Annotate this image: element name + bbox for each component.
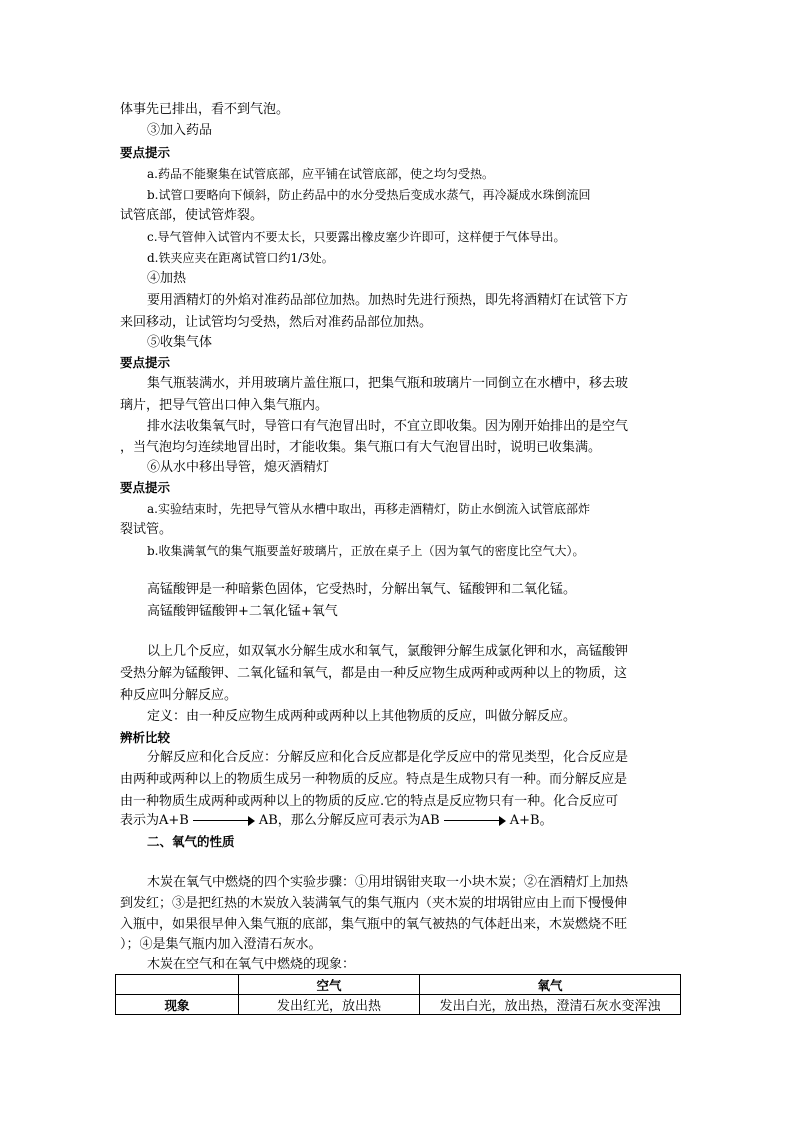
step-heading: ⑥从水中移出导管，熄灭酒精灯 (147, 460, 330, 475)
comparison-table (115, 974, 681, 1015)
paragraph-line: 受热分解为锰酸钾、二氧化锰和氧气，都是由一种反应物生成两种或两种以上的物质，这 (120, 666, 628, 681)
paragraph-line: 木炭在氧气中燃烧的四个实验步骤：①用坩锅钳夹取一小块木炭；②在酒精灯上加热 (147, 875, 629, 890)
paragraph-line: 分解反应和化合反应：分解反应和化合反应都是化学反应中的常见类型，化合反应是 (147, 750, 629, 765)
formula-line (120, 810, 685, 832)
paragraph-line: 排水法收集氧气时，导管口有气泡冒出时，不宜立即收集。因为刚开始排出的是空气 (147, 419, 629, 434)
table-header-cell (116, 975, 239, 995)
list-item: d.铁夹应夹在距离试管口约1/3处。 (147, 251, 334, 265)
paragraph-line: 裂试管。 (120, 522, 173, 537)
equation-line: 高锰酸钾锰酸钾+二氧化锰+氧气 (147, 604, 338, 619)
definition-line: 定义：由一种反应物生成两种或两种以上其他物质的反应，叫做分解反应。 (147, 709, 577, 724)
section-label: 要点提示 (120, 480, 171, 495)
list-item: b.试管口要略向下倾斜，防止药品中的水分受热后变成水蒸气，再冷凝成水珠倒流回 (147, 188, 591, 202)
paragraph-line: 要用酒精灯的外焰对准药品部位加热。加热时先进行预热，即先将酒精灯在试管下方 (147, 293, 629, 308)
section-heading: 二、氧气的性质 (147, 834, 235, 849)
paragraph-line: 由两种或两种以上的物质生成另一种物质的反应。特点是生成物只有一种。而分解反应是 (120, 772, 628, 787)
list-item: a.药品不能聚集在试管底部，应平铺在试管底部，使之均匀受热。 (147, 167, 494, 181)
paragraph-line: 璃片，把导气管出口伸入集气瓶内。 (120, 398, 329, 413)
formula-middle: AB，那么分解反应可表示为AB (258, 813, 440, 828)
paragraph-line: 来回移动，让试管均匀受热，然后对准药品部位加热。 (120, 315, 433, 330)
paragraph-line: ）；④是集气瓶内加入澄清石灰水。 (120, 937, 322, 952)
section-label: 要点提示 (120, 145, 171, 160)
list-item: c.导气管伸入试管内不要太长，只要露出橡皮塞少许即可，这样便于气体导出。 (147, 230, 566, 244)
paragraph-line: 以上几个反应，如双氧水分解生成水和氧气，氯酸钾分解生成氯化钾和水，高锰酸钾 (147, 644, 629, 659)
table-header-cell: 空气 (239, 975, 420, 995)
list-item: a.实验结束时，先把导气管从水槽中取出，再移走酒精灯，防止水倒流入试管底部炸 (147, 502, 590, 516)
paragraph-line: ，当气泡均匀连续地冒出时，才能收集。集气瓶口有大气泡冒出时，说明已收集满。 (120, 440, 602, 455)
section-label: 要点提示 (120, 355, 171, 370)
step-heading: ⑤收集气体 (147, 335, 213, 350)
table-header-cell: 氧气 (420, 975, 681, 995)
reaction-arrow-icon (444, 816, 506, 826)
paragraph-line: 入瓶中，如果很早伸入集气瓶的底部，集气瓶中的氧气被热的气体赶出来，木炭燃烧不旺 (120, 917, 628, 932)
table-row-label: 现象 (116, 995, 239, 1015)
section-label: 辨析比较 (120, 730, 171, 745)
table-cell: 发出白光，放出热，澄清石灰水变浑浊 (420, 995, 681, 1015)
paragraph-line: 体事先已排出，看不到气泡。 (120, 102, 290, 117)
paragraph-line: 高锰酸钾是一种暗紫色固体，它受热时，分解出氧气、锰酸钾和二氧化锰。 (147, 582, 577, 597)
paragraph-line: 由一种物质生成两种或两种以上的物质的反应.它的特点是反应物只有一种。化合反应可 (120, 794, 619, 809)
table-row (116, 995, 681, 1015)
step-heading: ③加入药品 (147, 123, 213, 138)
paragraph-line: 集气瓶装满水，并用玻璃片盖住瓶口，把集气瓶和玻璃片一同倒立在水槽中，移去玻 (147, 376, 629, 391)
paragraph-line: 试管底部，使试管炸裂。 (120, 208, 264, 223)
paragraph-line: 到发红；③是把红热的木炭放入装满氧气的集气瓶内（夹木炭的坩埚钳应由上而下慢慢伸 (120, 896, 628, 911)
table-caption: 木炭在空气和在氧气中燃烧的现象： (147, 957, 356, 972)
paragraph-line: 种反应叫分解反应。 (120, 688, 238, 703)
list-item: b.收集满氧气的集气瓶要盖好玻璃片，正放在桌子上（因为氧气的密度比空气大）。 (147, 544, 585, 558)
table-header-row (116, 975, 681, 995)
formula-prefix: 表示为A+B (120, 813, 189, 828)
formula-suffix: A+B。 (509, 813, 553, 828)
table-cell: 发出红光，放出热 (239, 995, 420, 1015)
step-heading: ④加热 (147, 271, 187, 286)
reaction-arrow-icon (193, 816, 255, 826)
